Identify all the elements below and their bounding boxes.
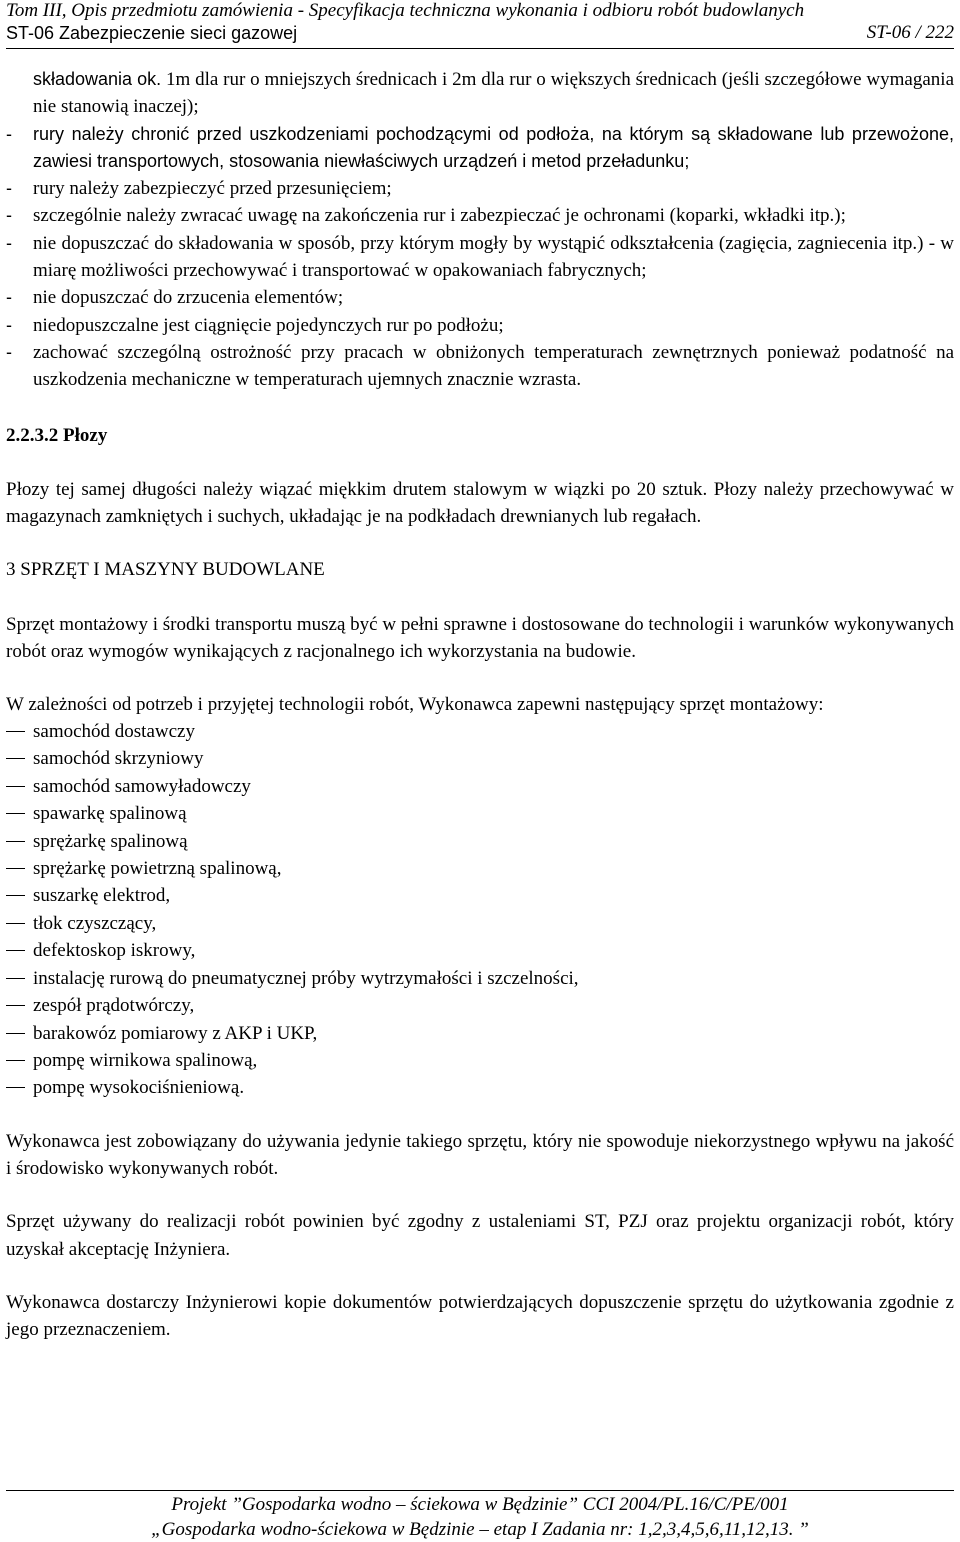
section-3-paragraph-5: Wykonawca dostarczy Inżynierowi kopie dokumentów potwierdzających dopuszczenie sprzętu do użytkowania zgodnie z jego przeznaczeniem.	[6, 1291, 954, 1341]
storage-item: - niedopuszczalne jest ciągnięcie pojedynczych rur po podłożu;	[6, 314, 504, 336]
storage-list	[6, 66, 954, 394]
footer-project-line: Projekt ”Gospodarka wodno – ściekowa w Będzinie” CCI 2004/PL.16/C/PE/001	[171, 1494, 789, 1515]
header-section: ST-06 Zabezpieczenie sieci gazowej	[6, 23, 298, 43]
section-3-heading: 3 SPRZĘT I MASZYNY BUDOWLANE	[6, 559, 325, 581]
list-item: samochód dostawczy	[6, 718, 954, 745]
section-3-paragraph-2: W zależności od potrzeb i przyjętej technologii robót, Wykonawca zapewni następujący sprzęt montażowy:	[6, 693, 824, 715]
section-2232-text: Płozy tej samej długości należy wiązać miękkim drutem stalowym w wiązki po 20 sztuk. Płozy należy przechowywać w magazynach zamkniętych i suchych, układając je na podkładach drewnianych lub regałach.	[6, 478, 954, 527]
header-title: Tom III, Opis przedmiotu zamówienia - Specyfikacja techniczna wykonania i odbioru robót budowlanych	[6, 0, 805, 21]
header-rule	[6, 48, 954, 49]
dash-bullet	[6, 841, 25, 842]
section-3-paragraph-4: Sprzęt używany do realizacji robót powinien być zgodny z ustaleniami ST, PZJ oraz projektu organizacji robót, który uzyskał akceptację Inżyniera.	[6, 1211, 954, 1260]
list-item: barakowóz pomiarowy z AKP i UKP,	[6, 1020, 954, 1047]
storage-item: - zachować szczególną ostrożność przy pracach w obniżonych temperaturach zewnętrznych ponieważ podatność na uszkodzenia mechaniczne w temperaturach ujemnych znacznie wzrasta.	[6, 341, 954, 391]
list-item: sprężarkę spalinową	[6, 828, 954, 855]
page-content	[6, 66, 954, 1344]
dash-bullet	[6, 1087, 25, 1088]
section-3-paragraph-1: Sprzęt montażowy i środki transportu muszą być w pełni sprawne i dostosowane do technologii i warunków wykonywanych robót oraz wymogów wynikających z racjonalnego ich wykorzystania na budowie.	[6, 614, 954, 663]
storage-item: - rury należy zabezpieczyć przed przesunięciem;	[6, 178, 392, 200]
page-footer	[0, 1492, 960, 1542]
list-item: tłok czyszczący,	[6, 910, 954, 937]
dash-bullet	[6, 868, 25, 869]
storage-continuation: składowania ok. 1m dla rur o mniejszych średnicach i 2m dla rur o większych średnicach (jeśli szczegółowe wymagania nie stanowią inaczej);	[33, 69, 954, 118]
dash-bullet	[6, 950, 25, 951]
dash-bullet	[6, 813, 25, 814]
list-item: pompę wirnikowa spalinową,	[6, 1047, 954, 1074]
footer-stage-line: „Gospodarka wodno-ściekowa w Będzinie – etap I Zadania nr: 1,2,3,4,5,6,11,12,13. ”	[151, 1519, 809, 1540]
dash-bullet	[6, 978, 25, 979]
list-item: pompę wysokociśnieniową.	[6, 1074, 954, 1101]
footer-rule	[6, 1490, 954, 1491]
list-item: suszarkę elektrod,	[6, 882, 954, 909]
list-item: defektoskop iskrowy,	[6, 937, 954, 964]
dash-bullet	[6, 731, 25, 732]
dash-bullet	[6, 786, 25, 787]
header-page-number: ST-06 / 222	[866, 22, 954, 43]
section-2232-heading: 2.2.3.2 Płozy	[6, 424, 108, 446]
dash-bullet	[6, 1060, 25, 1061]
dash-bullet	[6, 758, 25, 759]
list-item: instalację rurową do pneumatycznej próby wytrzymałości i szczelności,	[6, 965, 954, 992]
dash-bullet	[6, 1033, 25, 1034]
dash-bullet	[6, 895, 25, 896]
list-item: spawarkę spalinową	[6, 800, 954, 827]
list-item: sprężarkę powietrzną spalinową,	[6, 855, 954, 882]
storage-item: - nie dopuszczać do składowania w sposób, przy którym mogły by wystąpić odkształcenia (zagięcia, zagniecenia itp.) - w miarę możliwości przechowywać i transportować w opakowaniach fabrycznych;	[6, 232, 954, 282]
section-3-paragraph-3: Wykonawca jest zobowiązany do używania jedynie takiego sprzętu, który nie spowoduje niekorzystnego wpływu na jakość i środowisko wykonywanych robót.	[6, 1130, 954, 1180]
list-item: samochód skrzyniowy	[6, 745, 954, 772]
equipment-list	[6, 718, 954, 1102]
storage-item: - szczególnie należy zwracać uwagę na zakończenia rur i zabezpieczać je ochronami (koparki, wkładki itp.);	[6, 205, 846, 227]
list-item: zespół prądotwórczy,	[6, 992, 954, 1019]
list-item: samochód samowyładowczy	[6, 773, 954, 800]
page-header	[6, 0, 954, 44]
storage-item: - rury należy chronić przed uszkodzeniami pochodzącymi od podłoża, na którym są składowane lub przewożone, zawiesi transportowych, stosowania niewłaściwych urządzeń i metod przeładunku;	[6, 123, 954, 171]
storage-item: - nie dopuszczać do zrzucenia elementów;	[6, 287, 344, 309]
dash-bullet	[6, 1005, 25, 1006]
dash-bullet	[6, 923, 25, 924]
